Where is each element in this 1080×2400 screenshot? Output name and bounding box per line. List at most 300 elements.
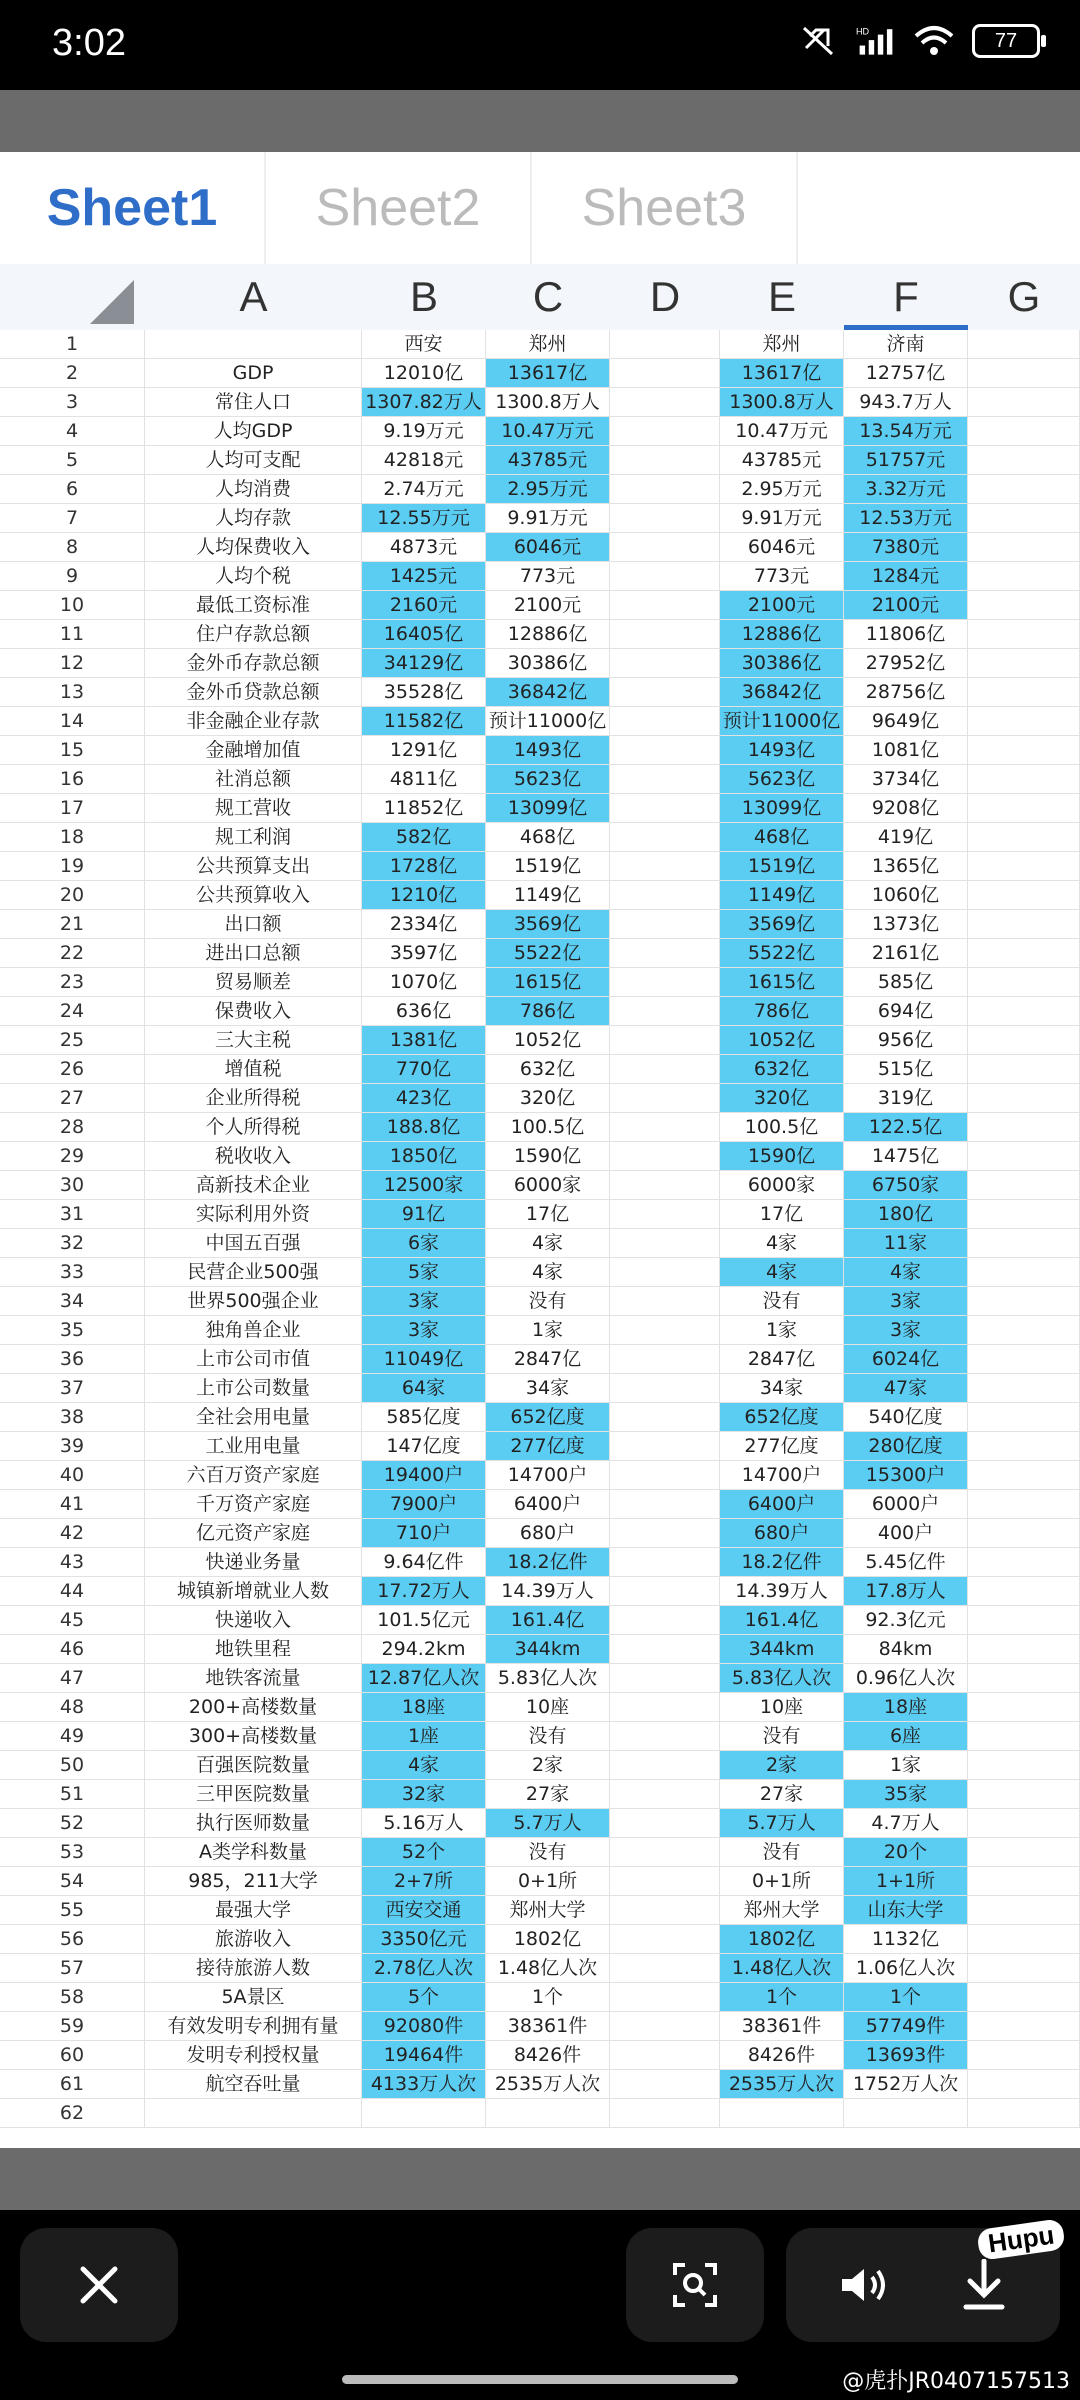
cell-b[interactable]: 2160元 [362,591,486,620]
cell-e[interactable]: 1493亿 [720,736,844,765]
cell-e[interactable]: 郑州 [720,330,844,359]
cell-f[interactable]: 1家 [844,1751,968,1780]
cell-g[interactable] [968,1809,1080,1838]
cell-d[interactable] [610,2099,720,2128]
cell-b[interactable]: 1850亿 [362,1142,486,1171]
cell-a[interactable]: 人均可支配 [145,446,362,475]
cell-a[interactable]: 住户存款总额 [145,620,362,649]
column-header-a[interactable]: A [239,273,268,320]
row-number[interactable]: 29 [0,1142,145,1171]
cell-e[interactable]: 14700户 [720,1461,844,1490]
cell-d[interactable] [610,1113,720,1142]
cell-c[interactable]: 680户 [486,1519,610,1548]
column-header-e[interactable]: E [767,273,796,320]
cell-a[interactable]: 上市公司数量 [145,1374,362,1403]
cell-f[interactable]: 92.3亿元 [844,1606,968,1635]
row-number[interactable]: 21 [0,910,145,939]
cell-e[interactable]: 13099亿 [720,794,844,823]
cell-c[interactable]: 34家 [486,1374,610,1403]
cell-e[interactable]: 1300.8万人 [720,388,844,417]
cell-d[interactable] [610,1838,720,1867]
cell-d[interactable] [610,1693,720,1722]
cell-e[interactable]: 161.4亿 [720,1606,844,1635]
row-number[interactable]: 31 [0,1200,145,1229]
cell-d[interactable] [610,1780,720,1809]
cell-d[interactable] [610,823,720,852]
cell-g[interactable] [968,1374,1080,1403]
cell-b[interactable]: 2+7所 [362,1867,486,1896]
cell-e[interactable]: 632亿 [720,1055,844,1084]
row-number[interactable]: 42 [0,1519,145,1548]
column-header-b[interactable]: B [409,273,438,320]
cell-a[interactable]: 地铁客流量 [145,1664,362,1693]
cell-b[interactable]: 1307.82万人 [362,388,486,417]
cell-e[interactable] [720,2099,844,2128]
row-number[interactable]: 48 [0,1693,145,1722]
row-number[interactable]: 44 [0,1577,145,1606]
cell-f[interactable]: 694亿 [844,997,968,1026]
cell-f[interactable]: 1475亿 [844,1142,968,1171]
row-number[interactable]: 17 [0,794,145,823]
cell-d[interactable] [610,620,720,649]
cell-c[interactable]: 6400户 [486,1490,610,1519]
cell-c[interactable]: 5.83亿人次 [486,1664,610,1693]
cell-d[interactable] [610,1867,720,1896]
cell-a[interactable]: 工业用电量 [145,1432,362,1461]
cell-a[interactable]: 快递收入 [145,1606,362,1635]
cell-b[interactable]: 9.64亿件 [362,1548,486,1577]
column-header-d[interactable]: D [649,273,681,320]
cell-g[interactable] [968,1519,1080,1548]
cell-a[interactable]: 贸易顺差 [145,968,362,997]
cell-g[interactable] [968,359,1080,388]
row-number[interactable]: 19 [0,852,145,881]
cell-g[interactable] [968,1751,1080,1780]
cell-b[interactable]: 1210亿 [362,881,486,910]
cell-d[interactable] [610,1142,720,1171]
cell-d[interactable] [610,1287,720,1316]
cell-c[interactable]: 4家 [486,1258,610,1287]
cell-f[interactable]: 180亿 [844,1200,968,1229]
cell-c[interactable]: 786亿 [486,997,610,1026]
row-number[interactable]: 40 [0,1461,145,1490]
cell-d[interactable] [610,1519,720,1548]
cell-g[interactable] [968,1780,1080,1809]
row-number[interactable]: 5 [0,446,145,475]
cell-a[interactable]: 城镇新增就业人数 [145,1577,362,1606]
row-number[interactable]: 23 [0,968,145,997]
cell-e[interactable]: 没有 [720,1722,844,1751]
cell-d[interactable] [610,1374,720,1403]
row-number[interactable]: 35 [0,1316,145,1345]
cell-a[interactable]: 亿元资产家庭 [145,1519,362,1548]
cell-e[interactable]: 1.48亿人次 [720,1954,844,1983]
row-number[interactable]: 1 [0,330,145,359]
cell-c[interactable]: 没有 [486,1287,610,1316]
cell-c[interactable]: 1149亿 [486,881,610,910]
cell-b[interactable]: 585亿度 [362,1403,486,1432]
cell-b[interactable]: 4133万人次 [362,2070,486,2099]
cell-f[interactable]: 0.96亿人次 [844,1664,968,1693]
cell-f[interactable]: 956亿 [844,1026,968,1055]
cell-f[interactable]: 1+1所 [844,1867,968,1896]
cell-f[interactable]: 1365亿 [844,852,968,881]
cell-d[interactable] [610,1461,720,1490]
cell-g[interactable] [968,2041,1080,2070]
cell-g[interactable] [968,1983,1080,2012]
cell-c[interactable]: 38361件 [486,2012,610,2041]
cell-c[interactable]: 30386亿 [486,649,610,678]
cell-d[interactable] [610,2070,720,2099]
scan-button[interactable] [626,2228,764,2342]
cell-a[interactable]: 公共预算支出 [145,852,362,881]
row-number[interactable]: 24 [0,997,145,1026]
cell-f[interactable]: 5.45亿件 [844,1548,968,1577]
cell-d[interactable] [610,881,720,910]
cell-d[interactable] [610,1229,720,1258]
cell-a[interactable]: 最强大学 [145,1896,362,1925]
cell-e[interactable]: 1家 [720,1316,844,1345]
cell-c[interactable]: 4家 [486,1229,610,1258]
cell-d[interactable] [610,417,720,446]
cell-g[interactable] [968,1432,1080,1461]
cell-g[interactable] [968,388,1080,417]
cell-b[interactable]: 12010亿 [362,359,486,388]
cell-c[interactable]: 2847亿 [486,1345,610,1374]
tab-sheet2[interactable]: Sheet2 [266,152,532,264]
cell-f[interactable]: 20个 [844,1838,968,1867]
row-number[interactable]: 16 [0,765,145,794]
cell-f[interactable]: 515亿 [844,1055,968,1084]
cell-b[interactable]: 636亿 [362,997,486,1026]
cell-d[interactable] [610,562,720,591]
cell-c[interactable]: 3569亿 [486,910,610,939]
cell-a[interactable]: 航空吞吐量 [145,2070,362,2099]
cell-a[interactable]: 金融增加值 [145,736,362,765]
row-number[interactable]: 51 [0,1780,145,1809]
cell-c[interactable]: 1300.8万人 [486,388,610,417]
cell-g[interactable] [968,1635,1080,1664]
cell-f[interactable]: 7380元 [844,533,968,562]
cell-b[interactable]: 6家 [362,1229,486,1258]
cell-c[interactable]: 10.47万元 [486,417,610,446]
cell-g[interactable] [968,1200,1080,1229]
cell-e[interactable]: 12886亿 [720,620,844,649]
row-number[interactable]: 53 [0,1838,145,1867]
cell-g[interactable] [968,1461,1080,1490]
cell-c[interactable]: 344km [486,1635,610,1664]
cell-f[interactable]: 1081亿 [844,736,968,765]
cell-c[interactable]: 632亿 [486,1055,610,1084]
cell-e[interactable]: 2847亿 [720,1345,844,1374]
cell-e[interactable]: 1052亿 [720,1026,844,1055]
cell-b[interactable]: 147亿度 [362,1432,486,1461]
cell-d[interactable] [610,1809,720,1838]
row-number[interactable]: 26 [0,1055,145,1084]
cell-f[interactable]: 47家 [844,1374,968,1403]
cell-c[interactable]: 652亿度 [486,1403,610,1432]
cell-f[interactable]: 585亿 [844,968,968,997]
cell-e[interactable]: 1个 [720,1983,844,2012]
cell-d[interactable] [610,1171,720,1200]
cell-a[interactable]: 世界500强企业 [145,1287,362,1316]
cell-c[interactable]: 1802亿 [486,1925,610,1954]
cell-f[interactable]: 2161亿 [844,939,968,968]
cell-g[interactable] [968,1954,1080,1983]
cell-b[interactable]: 5.16万人 [362,1809,486,1838]
cell-a[interactable]: 规工营收 [145,794,362,823]
cell-b[interactable] [362,2099,486,2128]
cell-c[interactable]: 6000家 [486,1171,610,1200]
cell-f[interactable] [844,2099,968,2128]
cell-d[interactable] [610,1432,720,1461]
cell-e[interactable]: 0+1所 [720,1867,844,1896]
cell-a[interactable]: 人均消费 [145,475,362,504]
row-number[interactable]: 39 [0,1432,145,1461]
cell-a[interactable]: 旅游收入 [145,1925,362,1954]
cell-f[interactable]: 943.7万人 [844,388,968,417]
cell-c[interactable]: 14700户 [486,1461,610,1490]
cell-c[interactable] [486,2099,610,2128]
cell-e[interactable]: 38361件 [720,2012,844,2041]
row-number[interactable]: 61 [0,2070,145,2099]
cell-b[interactable]: 3家 [362,1316,486,1345]
cell-e[interactable]: 100.5亿 [720,1113,844,1142]
cell-f[interactable]: 9649亿 [844,707,968,736]
row-number[interactable]: 25 [0,1026,145,1055]
cell-c[interactable]: 1.48亿人次 [486,1954,610,1983]
cell-a[interactable]: A类学科数量 [145,1838,362,1867]
cell-c[interactable]: 1个 [486,1983,610,2012]
cell-a[interactable]: 985，211大学 [145,1867,362,1896]
cell-c[interactable]: 2家 [486,1751,610,1780]
cell-a[interactable]: 三大主税 [145,1026,362,1055]
cell-e[interactable]: 预计11000亿 [720,707,844,736]
cell-b[interactable]: 5个 [362,1983,486,2012]
cell-g[interactable] [968,1287,1080,1316]
cell-e[interactable]: 4家 [720,1229,844,1258]
cell-e[interactable]: 6046元 [720,533,844,562]
cell-c[interactable]: 1615亿 [486,968,610,997]
cell-f[interactable]: 11806亿 [844,620,968,649]
cell-f[interactable]: 319亿 [844,1084,968,1113]
cell-a[interactable]: 六百万资产家庭 [145,1461,362,1490]
cell-g[interactable] [968,881,1080,910]
cell-g[interactable] [968,562,1080,591]
cell-f[interactable]: 6座 [844,1722,968,1751]
row-number[interactable]: 38 [0,1403,145,1432]
cell-c[interactable]: 10座 [486,1693,610,1722]
cell-b[interactable]: 16405亿 [362,620,486,649]
row-number[interactable]: 54 [0,1867,145,1896]
cell-a[interactable]: 金外币存款总额 [145,649,362,678]
cell-b[interactable]: 294.2km [362,1635,486,1664]
cell-e[interactable]: 652亿度 [720,1403,844,1432]
cell-d[interactable] [610,1925,720,1954]
cell-b[interactable]: 11582亿 [362,707,486,736]
cell-a[interactable]: 地铁里程 [145,1635,362,1664]
cell-g[interactable] [968,1229,1080,1258]
cell-c[interactable]: 8426件 [486,2041,610,2070]
tab-sheet1[interactable]: Sheet1 [0,152,266,264]
cell-a[interactable]: 常住人口 [145,388,362,417]
cell-c[interactable]: 277亿度 [486,1432,610,1461]
row-number[interactable]: 60 [0,2041,145,2070]
cell-g[interactable] [968,1316,1080,1345]
cell-g[interactable] [968,649,1080,678]
cell-a[interactable]: 人均保费收入 [145,533,362,562]
cell-g[interactable] [968,620,1080,649]
cell-d[interactable] [610,1345,720,1374]
cell-a[interactable]: 百强医院数量 [145,1751,362,1780]
row-number[interactable]: 2 [0,359,145,388]
row-number[interactable]: 37 [0,1374,145,1403]
cell-g[interactable] [968,1838,1080,1867]
row-number[interactable]: 57 [0,1954,145,1983]
cell-c[interactable]: 没有 [486,1722,610,1751]
cell-g[interactable] [968,1345,1080,1374]
cell-d[interactable] [610,388,720,417]
cell-c[interactable]: 13099亿 [486,794,610,823]
row-number[interactable]: 56 [0,1925,145,1954]
cell-a[interactable]: 独角兽企业 [145,1316,362,1345]
cell-f[interactable]: 6024亿 [844,1345,968,1374]
cell-d[interactable] [610,446,720,475]
cell-f[interactable]: 35家 [844,1780,968,1809]
cell-e[interactable]: 1802亿 [720,1925,844,1954]
cell-f[interactable]: 1060亿 [844,881,968,910]
cell-a[interactable]: 保费收入 [145,997,362,1026]
tab-sheet3[interactable]: Sheet3 [532,152,798,264]
row-number[interactable]: 36 [0,1345,145,1374]
cell-f[interactable]: 3家 [844,1316,968,1345]
cell-f[interactable]: 18座 [844,1693,968,1722]
cell-d[interactable] [610,1577,720,1606]
cell-b[interactable]: 12.87亿人次 [362,1664,486,1693]
cell-f[interactable]: 9208亿 [844,794,968,823]
cell-d[interactable] [610,968,720,997]
cell-b[interactable]: 2.78亿人次 [362,1954,486,1983]
cell-a[interactable]: 进出口总额 [145,939,362,968]
cell-b[interactable]: 3597亿 [362,939,486,968]
cell-d[interactable] [610,910,720,939]
cell-c[interactable]: 2100元 [486,591,610,620]
cell-b[interactable]: 52个 [362,1838,486,1867]
cell-d[interactable] [610,2041,720,2070]
cell-b[interactable]: 1425元 [362,562,486,591]
cell-b[interactable]: 770亿 [362,1055,486,1084]
cell-g[interactable] [968,533,1080,562]
cell-a[interactable] [145,330,362,359]
cell-e[interactable]: 2535万人次 [720,2070,844,2099]
cell-g[interactable] [968,736,1080,765]
cell-d[interactable] [610,533,720,562]
cell-f[interactable]: 51757元 [844,446,968,475]
cell-d[interactable] [610,765,720,794]
cell-b[interactable]: 西安交通 [362,1896,486,1925]
cell-a[interactable]: 千万资产家庭 [145,1490,362,1519]
row-number[interactable]: 6 [0,475,145,504]
cell-c[interactable]: 6046元 [486,533,610,562]
cell-g[interactable] [968,1055,1080,1084]
row-number[interactable]: 11 [0,620,145,649]
cell-f[interactable]: 12.53万元 [844,504,968,533]
cell-e[interactable]: 320亿 [720,1084,844,1113]
cell-d[interactable] [610,997,720,1026]
cell-d[interactable] [610,794,720,823]
cell-f[interactable]: 6750家 [844,1171,968,1200]
cell-a[interactable]: 实际利用外资 [145,1200,362,1229]
cell-e[interactable]: 18.2亿件 [720,1548,844,1577]
cell-a[interactable]: 出口额 [145,910,362,939]
cell-c[interactable]: 郑州大学 [486,1896,610,1925]
cell-a[interactable]: 个人所得税 [145,1113,362,1142]
cell-f[interactable]: 419亿 [844,823,968,852]
cell-f[interactable]: 3734亿 [844,765,968,794]
cell-c[interactable]: 2.95万元 [486,475,610,504]
cell-g[interactable] [968,475,1080,504]
row-number[interactable]: 10 [0,591,145,620]
row-number[interactable]: 33 [0,1258,145,1287]
cell-a[interactable]: 规工利润 [145,823,362,852]
cell-e[interactable]: 3569亿 [720,910,844,939]
cell-d[interactable] [610,1316,720,1345]
cell-b[interactable]: 1座 [362,1722,486,1751]
cell-g[interactable] [968,678,1080,707]
cell-e[interactable]: 没有 [720,1287,844,1316]
cell-a[interactable]: 社消总额 [145,765,362,794]
row-number[interactable]: 46 [0,1635,145,1664]
cell-b[interactable]: 19400户 [362,1461,486,1490]
cell-f[interactable]: 11家 [844,1229,968,1258]
cell-e[interactable]: 13617亿 [720,359,844,388]
cell-a[interactable]: 300+高楼数量 [145,1722,362,1751]
cell-e[interactable]: 5.83亿人次 [720,1664,844,1693]
cell-g[interactable] [968,910,1080,939]
cell-b[interactable]: 12.55万元 [362,504,486,533]
cell-g[interactable] [968,765,1080,794]
cell-c[interactable]: 18.2亿件 [486,1548,610,1577]
cell-b[interactable]: 32家 [362,1780,486,1809]
cell-f[interactable]: 1752万人次 [844,2070,968,2099]
cell-f[interactable]: 122.5亿 [844,1113,968,1142]
cell-d[interactable] [610,330,720,359]
cell-d[interactable] [610,475,720,504]
cell-e[interactable]: 10.47万元 [720,417,844,446]
cell-c[interactable]: 14.39万人 [486,1577,610,1606]
cell-g[interactable] [968,1490,1080,1519]
cell-g[interactable] [968,330,1080,359]
cell-g[interactable] [968,997,1080,1026]
cell-e[interactable]: 786亿 [720,997,844,1026]
cell-e[interactable]: 344km [720,1635,844,1664]
cell-a[interactable]: 税收收入 [145,1142,362,1171]
cell-a[interactable]: 高新技术企业 [145,1171,362,1200]
row-number[interactable]: 27 [0,1084,145,1113]
cell-a[interactable]: 接待旅游人数 [145,1954,362,1983]
cell-f[interactable]: 2100元 [844,591,968,620]
cell-a[interactable]: 非金融企业存款 [145,707,362,736]
cell-b[interactable]: 12500家 [362,1171,486,1200]
cell-d[interactable] [610,1896,720,1925]
cell-g[interactable] [968,417,1080,446]
cell-f[interactable]: 13693件 [844,2041,968,2070]
cell-d[interactable] [610,359,720,388]
cell-g[interactable] [968,504,1080,533]
cell-b[interactable]: 423亿 [362,1084,486,1113]
row-number[interactable]: 4 [0,417,145,446]
cell-b[interactable]: 3350亿元 [362,1925,486,1954]
